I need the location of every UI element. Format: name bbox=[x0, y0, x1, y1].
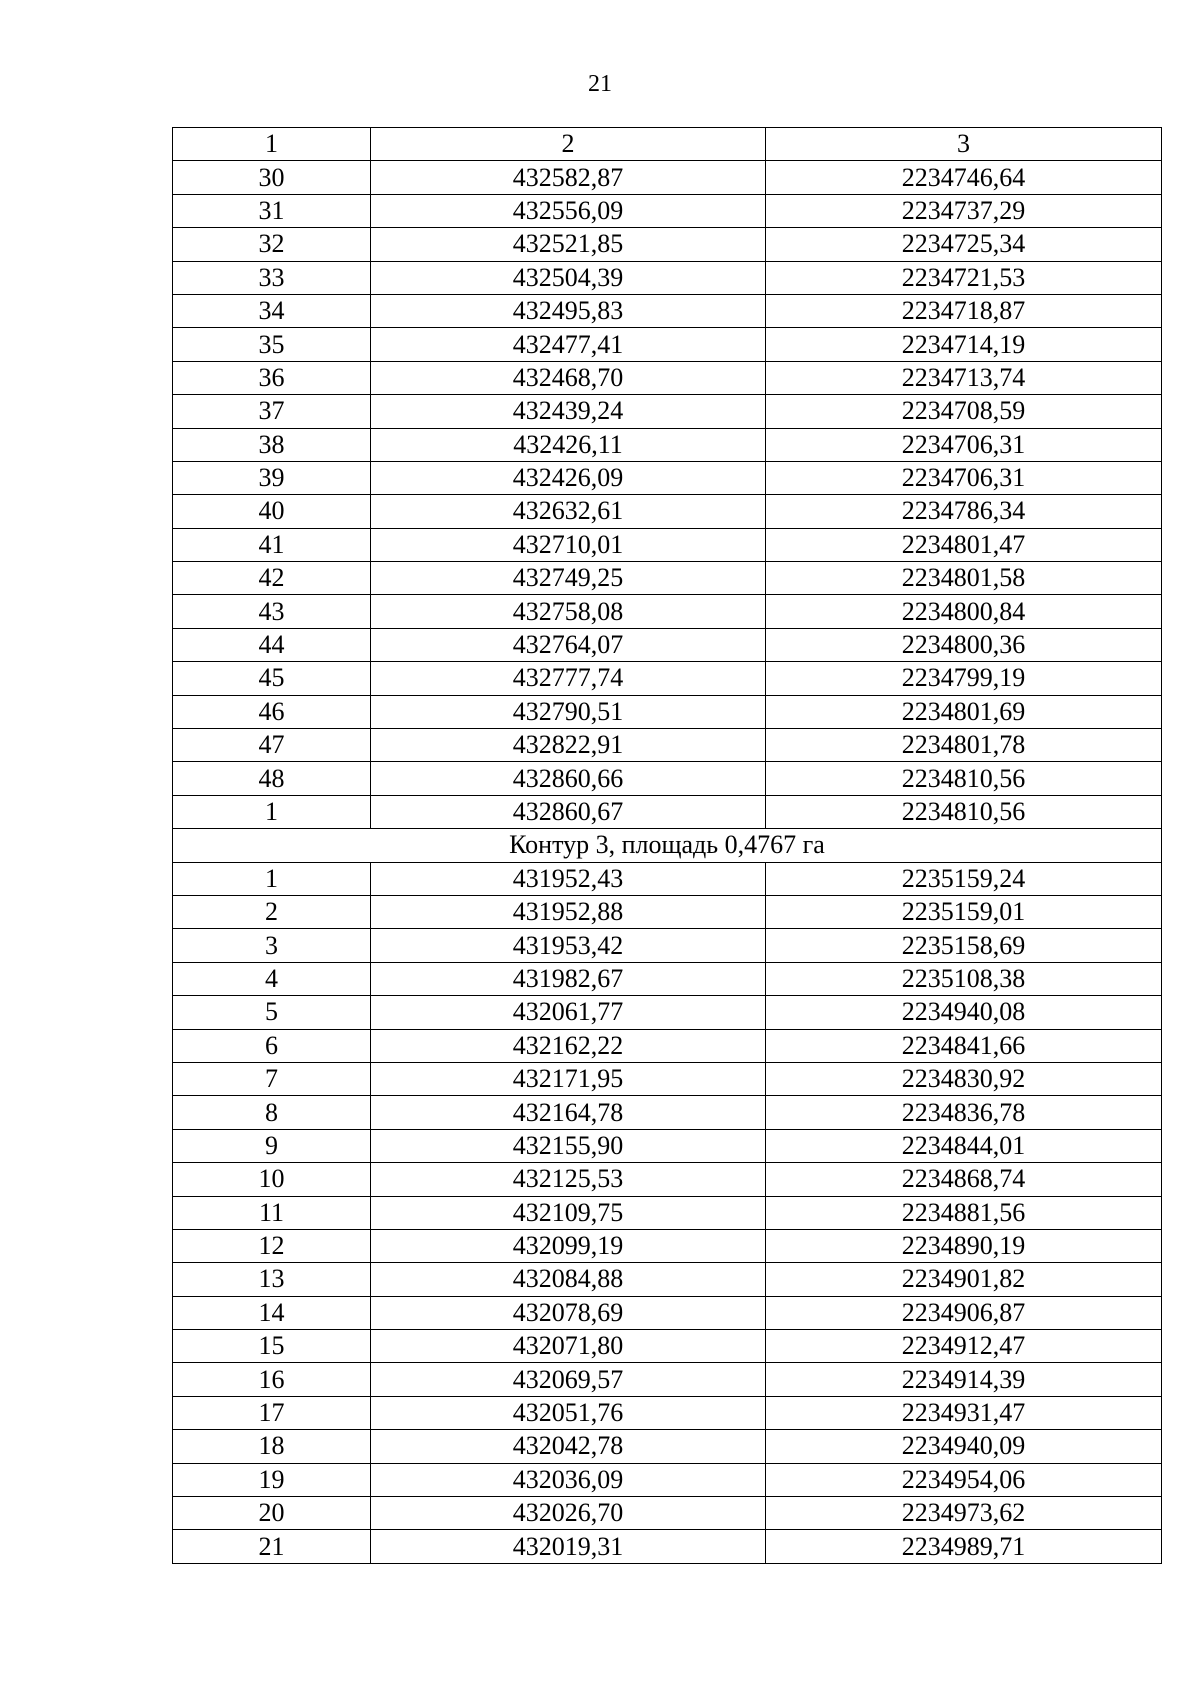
header-cell-point: 1 bbox=[173, 128, 371, 161]
cell-point-number: 38 bbox=[173, 428, 371, 461]
cell-y-coordinate: 2234801,58 bbox=[766, 562, 1162, 595]
header-cell-x: 2 bbox=[371, 128, 766, 161]
cell-y-coordinate: 2234836,78 bbox=[766, 1096, 1162, 1129]
cell-y-coordinate: 2234800,84 bbox=[766, 595, 1162, 628]
cell-y-coordinate: 2234954,06 bbox=[766, 1463, 1162, 1496]
cell-y-coordinate: 2235159,01 bbox=[766, 895, 1162, 928]
table-row bbox=[173, 1129, 1162, 1162]
cell-x-coordinate: 432078,69 bbox=[371, 1296, 766, 1329]
cell-x-coordinate: 432042,78 bbox=[371, 1430, 766, 1463]
cell-x-coordinate: 432860,67 bbox=[371, 795, 766, 828]
cell-point-number: 39 bbox=[173, 461, 371, 494]
table-row bbox=[173, 1396, 1162, 1429]
cell-point-number: 19 bbox=[173, 1463, 371, 1496]
table-row bbox=[173, 1062, 1162, 1095]
table-row bbox=[173, 1096, 1162, 1129]
cell-x-coordinate: 432109,75 bbox=[371, 1196, 766, 1229]
cell-y-coordinate: 2234801,47 bbox=[766, 528, 1162, 561]
table-header-row bbox=[173, 128, 1162, 161]
table-row bbox=[173, 194, 1162, 227]
table-row bbox=[173, 428, 1162, 461]
table-row bbox=[173, 1330, 1162, 1363]
cell-y-coordinate: 2234844,01 bbox=[766, 1129, 1162, 1162]
cell-point-number: 1 bbox=[173, 795, 371, 828]
cell-x-coordinate: 432162,22 bbox=[371, 1029, 766, 1062]
cell-x-coordinate: 432084,88 bbox=[371, 1263, 766, 1296]
table-row bbox=[173, 361, 1162, 394]
cell-point-number: 48 bbox=[173, 762, 371, 795]
cell-x-coordinate: 432164,78 bbox=[371, 1096, 766, 1129]
cell-x-coordinate: 432582,87 bbox=[371, 161, 766, 194]
table-row bbox=[173, 1363, 1162, 1396]
cell-point-number: 42 bbox=[173, 562, 371, 595]
cell-y-coordinate: 2235158,69 bbox=[766, 929, 1162, 962]
cell-point-number: 33 bbox=[173, 261, 371, 294]
table-row bbox=[173, 895, 1162, 928]
cell-point-number: 9 bbox=[173, 1129, 371, 1162]
table-row bbox=[173, 294, 1162, 327]
cell-point-number: 10 bbox=[173, 1163, 371, 1196]
table-row bbox=[173, 228, 1162, 261]
table-row bbox=[173, 729, 1162, 762]
cell-y-coordinate: 2234989,71 bbox=[766, 1530, 1162, 1563]
cell-y-coordinate: 2234841,66 bbox=[766, 1029, 1162, 1062]
cell-point-number: 6 bbox=[173, 1029, 371, 1062]
page-number: 21 bbox=[588, 71, 612, 97]
cell-x-coordinate: 432155,90 bbox=[371, 1129, 766, 1162]
cell-y-coordinate: 2234881,56 bbox=[766, 1196, 1162, 1229]
cell-x-coordinate: 432439,24 bbox=[371, 395, 766, 428]
cell-point-number: 37 bbox=[173, 395, 371, 428]
cell-y-coordinate: 2234973,62 bbox=[766, 1497, 1162, 1530]
table-row bbox=[173, 795, 1162, 828]
cell-point-number: 15 bbox=[173, 1330, 371, 1363]
cell-point-number: 43 bbox=[173, 595, 371, 628]
cell-x-coordinate: 432061,77 bbox=[371, 996, 766, 1029]
table-row bbox=[173, 261, 1162, 294]
cell-x-coordinate: 432790,51 bbox=[371, 695, 766, 728]
table-row bbox=[173, 395, 1162, 428]
cell-point-number: 36 bbox=[173, 361, 371, 394]
table-row bbox=[173, 1530, 1162, 1563]
table-row bbox=[173, 161, 1162, 194]
cell-point-number: 35 bbox=[173, 328, 371, 361]
table-row bbox=[173, 762, 1162, 795]
table-row bbox=[173, 862, 1162, 895]
cell-y-coordinate: 2234914,39 bbox=[766, 1363, 1162, 1396]
cell-point-number: 12 bbox=[173, 1229, 371, 1262]
cell-point-number: 20 bbox=[173, 1497, 371, 1530]
cell-x-coordinate: 431952,88 bbox=[371, 895, 766, 928]
cell-point-number: 16 bbox=[173, 1363, 371, 1396]
cell-y-coordinate: 2234706,31 bbox=[766, 461, 1162, 494]
cell-x-coordinate: 432426,09 bbox=[371, 461, 766, 494]
cell-x-coordinate: 432860,66 bbox=[371, 762, 766, 795]
cell-y-coordinate: 2234830,92 bbox=[766, 1062, 1162, 1095]
cell-point-number: 14 bbox=[173, 1296, 371, 1329]
cell-point-number: 21 bbox=[173, 1530, 371, 1563]
cell-x-coordinate: 432764,07 bbox=[371, 628, 766, 661]
table-row bbox=[173, 1463, 1162, 1496]
coordinates-table bbox=[172, 127, 1162, 1564]
cell-point-number: 13 bbox=[173, 1263, 371, 1296]
cell-y-coordinate: 2234714,19 bbox=[766, 328, 1162, 361]
table-row bbox=[173, 528, 1162, 561]
cell-x-coordinate: 432036,09 bbox=[371, 1463, 766, 1496]
cell-x-coordinate: 432099,19 bbox=[371, 1229, 766, 1262]
cell-x-coordinate: 432477,41 bbox=[371, 328, 766, 361]
cell-point-number: 3 bbox=[173, 929, 371, 962]
cell-y-coordinate: 2234746,64 bbox=[766, 161, 1162, 194]
table-row bbox=[173, 962, 1162, 995]
table-row bbox=[173, 929, 1162, 962]
table-row bbox=[173, 461, 1162, 494]
cell-y-coordinate: 2234800,36 bbox=[766, 628, 1162, 661]
table-row bbox=[173, 1263, 1162, 1296]
cell-point-number: 45 bbox=[173, 662, 371, 695]
cell-y-coordinate: 2234737,29 bbox=[766, 194, 1162, 227]
cell-point-number: 31 bbox=[173, 194, 371, 227]
cell-y-coordinate: 2234706,31 bbox=[766, 428, 1162, 461]
cell-y-coordinate: 2235108,38 bbox=[766, 962, 1162, 995]
cell-point-number: 1 bbox=[173, 862, 371, 895]
cell-y-coordinate: 2234868,74 bbox=[766, 1163, 1162, 1196]
cell-y-coordinate: 2234801,69 bbox=[766, 695, 1162, 728]
cell-point-number: 2 bbox=[173, 895, 371, 928]
cell-x-coordinate: 432777,74 bbox=[371, 662, 766, 695]
cell-x-coordinate: 432071,80 bbox=[371, 1330, 766, 1363]
cell-x-coordinate: 432019,31 bbox=[371, 1530, 766, 1563]
table-row bbox=[173, 595, 1162, 628]
cell-y-coordinate: 2234940,09 bbox=[766, 1430, 1162, 1463]
cell-y-coordinate: 2234721,53 bbox=[766, 261, 1162, 294]
cell-point-number: 17 bbox=[173, 1396, 371, 1429]
cell-point-number: 47 bbox=[173, 729, 371, 762]
cell-y-coordinate: 2234890,19 bbox=[766, 1229, 1162, 1262]
cell-x-coordinate: 432026,70 bbox=[371, 1497, 766, 1530]
cell-y-coordinate: 2234708,59 bbox=[766, 395, 1162, 428]
cell-x-coordinate: 432758,08 bbox=[371, 595, 766, 628]
header-cell-y: 3 bbox=[766, 128, 1162, 161]
section-title: Контур 3, площадь 0,4767 га bbox=[173, 829, 1162, 862]
cell-x-coordinate: 432426,11 bbox=[371, 428, 766, 461]
cell-y-coordinate: 2234906,87 bbox=[766, 1296, 1162, 1329]
table-row bbox=[173, 1196, 1162, 1229]
table-row bbox=[173, 1163, 1162, 1196]
cell-y-coordinate: 2235159,24 bbox=[766, 862, 1162, 895]
cell-x-coordinate: 431982,67 bbox=[371, 962, 766, 995]
table-body bbox=[173, 128, 1162, 1564]
cell-y-coordinate: 2234799,19 bbox=[766, 662, 1162, 695]
table-row bbox=[173, 328, 1162, 361]
cell-y-coordinate: 2234901,82 bbox=[766, 1263, 1162, 1296]
cell-x-coordinate: 431952,43 bbox=[371, 862, 766, 895]
table-row bbox=[173, 1229, 1162, 1262]
cell-point-number: 41 bbox=[173, 528, 371, 561]
cell-y-coordinate: 2234810,56 bbox=[766, 795, 1162, 828]
cell-x-coordinate: 432504,39 bbox=[371, 261, 766, 294]
cell-x-coordinate: 432468,70 bbox=[371, 361, 766, 394]
cell-point-number: 18 bbox=[173, 1430, 371, 1463]
cell-y-coordinate: 2234713,74 bbox=[766, 361, 1162, 394]
table-row bbox=[173, 1497, 1162, 1530]
cell-x-coordinate: 432749,25 bbox=[371, 562, 766, 595]
table-row bbox=[173, 562, 1162, 595]
cell-x-coordinate: 432125,53 bbox=[371, 1163, 766, 1196]
cell-x-coordinate: 431953,42 bbox=[371, 929, 766, 962]
cell-x-coordinate: 432822,91 bbox=[371, 729, 766, 762]
table-row bbox=[173, 1296, 1162, 1329]
section-title-row bbox=[173, 829, 1162, 862]
table-row bbox=[173, 695, 1162, 728]
cell-x-coordinate: 432556,09 bbox=[371, 194, 766, 227]
cell-point-number: 11 bbox=[173, 1196, 371, 1229]
cell-x-coordinate: 432495,83 bbox=[371, 294, 766, 327]
cell-y-coordinate: 2234786,34 bbox=[766, 495, 1162, 528]
cell-y-coordinate: 2234801,78 bbox=[766, 729, 1162, 762]
cell-point-number: 7 bbox=[173, 1062, 371, 1095]
cell-y-coordinate: 2234940,08 bbox=[766, 996, 1162, 1029]
table-row bbox=[173, 628, 1162, 661]
cell-point-number: 32 bbox=[173, 228, 371, 261]
table-row bbox=[173, 495, 1162, 528]
cell-x-coordinate: 432632,61 bbox=[371, 495, 766, 528]
cell-point-number: 40 bbox=[173, 495, 371, 528]
cell-x-coordinate: 432710,01 bbox=[371, 528, 766, 561]
table-row bbox=[173, 1430, 1162, 1463]
table-row bbox=[173, 662, 1162, 695]
cell-point-number: 30 bbox=[173, 161, 371, 194]
cell-y-coordinate: 2234810,56 bbox=[766, 762, 1162, 795]
cell-point-number: 46 bbox=[173, 695, 371, 728]
cell-point-number: 8 bbox=[173, 1096, 371, 1129]
cell-point-number: 44 bbox=[173, 628, 371, 661]
cell-x-coordinate: 432171,95 bbox=[371, 1062, 766, 1095]
cell-point-number: 5 bbox=[173, 996, 371, 1029]
cell-y-coordinate: 2234931,47 bbox=[766, 1396, 1162, 1429]
cell-y-coordinate: 2234725,34 bbox=[766, 228, 1162, 261]
cell-x-coordinate: 432051,76 bbox=[371, 1396, 766, 1429]
cell-point-number: 4 bbox=[173, 962, 371, 995]
cell-y-coordinate: 2234912,47 bbox=[766, 1330, 1162, 1363]
cell-y-coordinate: 2234718,87 bbox=[766, 294, 1162, 327]
table-row bbox=[173, 996, 1162, 1029]
cell-point-number: 34 bbox=[173, 294, 371, 327]
cell-x-coordinate: 432521,85 bbox=[371, 228, 766, 261]
table-row bbox=[173, 1029, 1162, 1062]
cell-x-coordinate: 432069,57 bbox=[371, 1363, 766, 1396]
